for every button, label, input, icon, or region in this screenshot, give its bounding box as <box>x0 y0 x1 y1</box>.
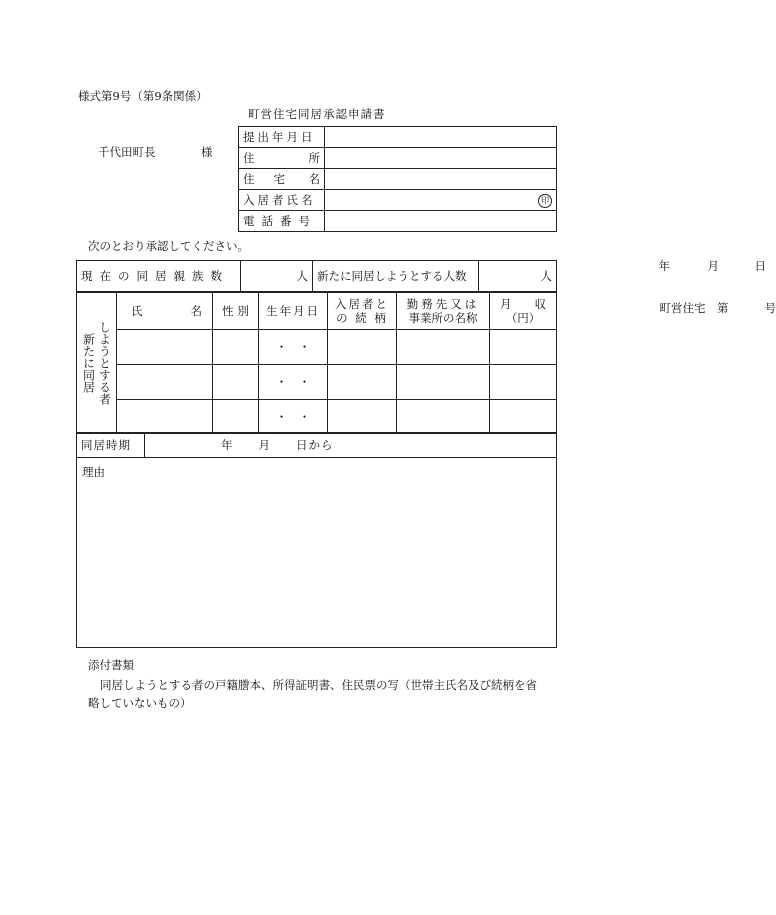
attachments-label: 添付書類 <box>88 658 134 672</box>
seal-icon: 印 <box>538 194 552 208</box>
birth-cell[interactable]: ・ ・ <box>259 365 328 400</box>
persons-table <box>76 292 557 434</box>
relation-cell[interactable] <box>328 330 397 365</box>
page-title: 町営住宅同居承認申請書 <box>248 107 386 121</box>
new-count-field[interactable]: 人 <box>479 261 557 292</box>
address-field[interactable] <box>325 148 557 169</box>
phone-field[interactable] <box>325 211 557 232</box>
period-label: 同居時期 <box>77 433 145 458</box>
new-count-label: 新たに同居しようとする人数 <box>313 261 479 292</box>
attachments-line-2: 略していないもの） <box>88 696 192 710</box>
col-work-header: 勤務先又は 事業所の名称 <box>397 293 490 330</box>
person-row <box>77 365 557 400</box>
income-cell[interactable] <box>490 365 557 400</box>
reason-label: 理由 <box>82 465 105 479</box>
address-label: 住 所 <box>239 148 325 169</box>
name-cell[interactable] <box>117 365 213 400</box>
birth-cell[interactable]: ・ ・ <box>259 330 328 365</box>
date-field[interactable] <box>325 127 766 273</box>
reason-box[interactable] <box>76 457 557 648</box>
resident-label: 入居者氏名 <box>239 190 325 211</box>
period-table <box>76 432 557 458</box>
person-row <box>77 330 557 365</box>
housing-suffix: 号 <box>764 300 776 315</box>
date-label: 提出年月日 <box>239 127 325 148</box>
day-label: 日 <box>754 258 766 273</box>
work-cell[interactable] <box>397 365 490 400</box>
birth-cell[interactable]: ・ ・ <box>259 400 328 434</box>
attachments-line-1: 同居しようとする者の戸籍謄本、所得証明書、住民票の写（世帯主氏名及び続柄を省 <box>100 678 537 692</box>
income-cell[interactable] <box>490 400 557 434</box>
addressee-honorific: 様 <box>201 145 213 159</box>
work-cell[interactable] <box>397 330 490 365</box>
form-number: 様式第9号（第9条関係） <box>78 89 208 103</box>
year-label: 年 <box>658 258 670 273</box>
current-count-field[interactable]: 人 <box>241 261 313 292</box>
col-relation-header: 入居者と の 続 柄 <box>328 293 397 330</box>
col-sex-header: 性 別 <box>213 293 259 330</box>
work-cell[interactable] <box>397 400 490 434</box>
col-income-header: 月 収 （円） <box>490 293 557 330</box>
current-count-label: 現在の同居親族数 <box>77 261 241 292</box>
sex-cell[interactable] <box>213 400 259 434</box>
housing-label: 住 宅 名 <box>239 169 325 190</box>
col-birth-header: 生年月日 <box>259 293 328 330</box>
col-name-header: 氏 名 <box>117 293 213 330</box>
relation-cell[interactable] <box>328 365 397 400</box>
instruction-text: 次のとおり承認してください。 <box>88 239 249 253</box>
name-cell[interactable] <box>117 400 213 434</box>
period-field[interactable]: 年 月 日から <box>145 433 557 458</box>
sex-cell[interactable] <box>213 330 259 365</box>
new-resident-group-label: 新たに同居 しようとする者 <box>77 293 117 434</box>
phone-label: 電話番号 <box>239 211 325 232</box>
name-cell[interactable] <box>117 330 213 365</box>
household-table <box>76 260 557 292</box>
resident-field[interactable] <box>325 190 557 211</box>
relation-cell[interactable] <box>328 400 397 434</box>
sex-cell[interactable] <box>213 365 259 400</box>
addressee-name: 千代田町長 <box>98 145 156 159</box>
housing-value: 町営住宅 第 <box>659 300 729 315</box>
income-cell[interactable] <box>490 330 557 365</box>
person-row <box>77 400 557 434</box>
month-label: 月 <box>707 258 719 273</box>
